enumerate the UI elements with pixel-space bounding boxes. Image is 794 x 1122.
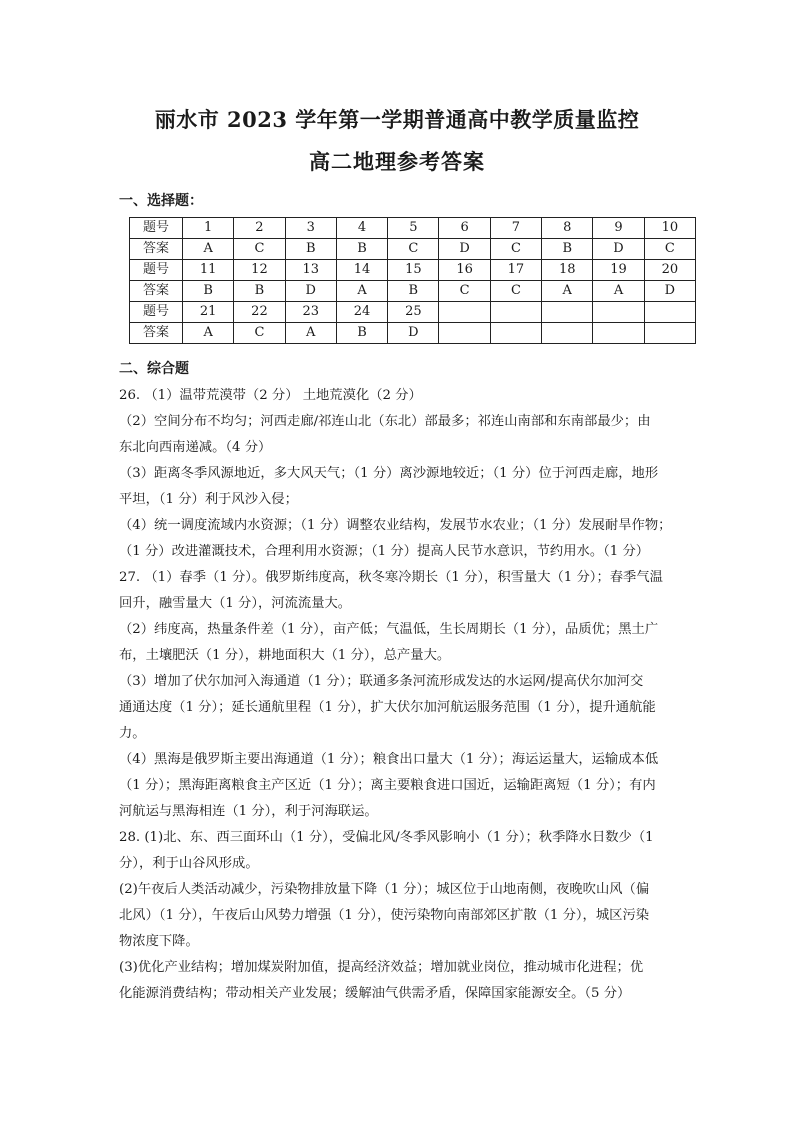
text-line: （4）黑海是俄罗斯主要出海通道（1 分）；粮食出口量大（1 分）；海运运量大，运输成本低 — [119, 752, 659, 767]
text-line: 28. (1)北、东、西三面环山（1 分），受偏北风/冬季风影响小（1 分）；秋季降水日数少（1 — [119, 830, 654, 845]
table-cell: C — [644, 239, 695, 260]
text-line: 河航运与黑海相连（1 分），利于河海联运。 — [119, 804, 378, 819]
table-cell: 24 — [336, 302, 387, 323]
text-line: 物浓度下降。 — [119, 934, 199, 949]
table-cell: 5 — [388, 218, 439, 239]
text-line: 布，土壤肥沃（1 分），耕地面积大（1 分），总产量大。 — [119, 648, 451, 663]
text-line: 分），利于山谷风形成。 — [119, 856, 259, 871]
text-line: （3）距离冬季风源地近，多大风天气；（1 分）离沙源地较近；（1 分）位于河西走廊，地形 — [119, 466, 659, 481]
text-line: 回升，融雪量大（1 分），河流流量大。 — [119, 596, 352, 611]
table-cell: B — [234, 281, 285, 302]
table-cell: B — [336, 323, 387, 344]
text-line: 平坦，（1 分）利于风沙入侵； — [119, 492, 298, 507]
table-cell — [593, 323, 644, 344]
table-cell: A — [336, 281, 387, 302]
table-cell — [439, 302, 490, 323]
table-row — [130, 323, 696, 344]
text-line: (2)午夜后人类活动减少，污染物排放量下降（1 分）；城区位于山地南侧，夜晚吹山风（偏 — [119, 882, 650, 897]
table-cell: B — [542, 239, 593, 260]
text-line: 东北向西南递减。（4 分） — [119, 440, 272, 455]
table-cell: 19 — [593, 260, 644, 281]
table-cell: C — [234, 323, 285, 344]
table-cell: D — [644, 281, 695, 302]
document-subtitle: 高二地理参考答案 — [309, 149, 485, 174]
row-label: 答案 — [130, 323, 183, 344]
table-cell: A — [183, 239, 234, 260]
text-line: （2）空间分布不均匀；河西走廊/祁连山北（东北）部最多；祁连山南部和东南部最少；由 — [119, 414, 651, 429]
table-cell: A — [285, 323, 336, 344]
table-cell — [439, 323, 490, 344]
text-line: （3）增加了伏尔加河入海通道（1 分）；联通多条河流形成发达的水运网/提高伏尔加河交 — [119, 674, 644, 689]
table-cell: A — [542, 281, 593, 302]
section-heading-choice: 一、选择题： — [119, 193, 203, 209]
table-cell: C — [234, 239, 285, 260]
table-cell: C — [388, 239, 439, 260]
text-line: 北风）（1 分），午夜后山风势力增强（1 分），使污染物向南部郊区扩散（1 分），城区污染 — [119, 908, 650, 923]
table-cell: C — [439, 281, 490, 302]
table-cell: 14 — [336, 260, 387, 281]
answer-table — [129, 217, 696, 344]
table-cell: 23 — [285, 302, 336, 323]
table-row — [130, 302, 696, 323]
table-cell: A — [593, 281, 644, 302]
table-row — [130, 239, 696, 260]
document-title: 丽水市 2023 学年第一学期普通高中教学质量监控 — [154, 107, 640, 132]
table-cell: C — [490, 281, 541, 302]
table-cell: B — [183, 281, 234, 302]
text-line: （4）统一调度流域内水资源；（1 分）调整农业结构，发展节水农业；（1 分）发展耐旱作物； — [119, 518, 672, 533]
table-cell — [490, 323, 541, 344]
text-line: （2）纬度高，热量条件差（1 分），亩产低；气温低，生长周期长（1 分），品质优；黑土广 — [119, 622, 659, 637]
row-label: 题号 — [130, 260, 183, 281]
table-cell — [490, 302, 541, 323]
table-cell: B — [285, 239, 336, 260]
table-cell: 3 — [285, 218, 336, 239]
row-label: 题号 — [130, 302, 183, 323]
text-line: (3)优化产业结构；增加煤炭附加值，提高经济效益；增加就业岗位，推动城市化进程；优 — [119, 960, 644, 975]
table-cell: 13 — [285, 260, 336, 281]
table-cell: 6 — [439, 218, 490, 239]
table-cell: B — [336, 239, 387, 260]
table-cell: D — [593, 239, 644, 260]
text-line: 力。 — [119, 726, 146, 741]
table-cell: D — [439, 239, 490, 260]
table-row — [130, 260, 696, 281]
table-cell: D — [285, 281, 336, 302]
text-line: （1 分）；黑海距离粮食主产区近（1 分）；离主要粮食进口国近，运输距离短（1 分）；有内 — [119, 778, 656, 793]
table-cell — [644, 323, 695, 344]
section-heading-comprehensive: 二、综合题 — [119, 361, 189, 377]
table-cell: 16 — [439, 260, 490, 281]
table-cell: 2 — [234, 218, 285, 239]
table-cell: 7 — [490, 218, 541, 239]
table-row — [130, 218, 696, 239]
table-cell: A — [183, 323, 234, 344]
table-cell: 20 — [644, 260, 695, 281]
table-cell: 8 — [542, 218, 593, 239]
table-cell — [542, 302, 593, 323]
table-cell — [644, 302, 695, 323]
text-line: （1 分）改进灌溉技术，合理利用水资源；（1 分）提高人民节水意识，节约用水。（1 分） — [119, 544, 650, 559]
table-cell: 10 — [644, 218, 695, 239]
table-cell: 9 — [593, 218, 644, 239]
table-cell: C — [490, 239, 541, 260]
table-cell: B — [388, 281, 439, 302]
row-label: 题号 — [130, 218, 183, 239]
table-cell: 17 — [490, 260, 541, 281]
table-row — [130, 281, 696, 302]
table-cell: 4 — [336, 218, 387, 239]
table-cell: 1 — [183, 218, 234, 239]
row-label: 答案 — [130, 281, 183, 302]
table-cell: 12 — [234, 260, 285, 281]
table-cell: 21 — [183, 302, 234, 323]
table-cell — [593, 302, 644, 323]
table-cell: 22 — [234, 302, 285, 323]
row-label: 答案 — [130, 239, 183, 260]
text-line: 化能源消费结构；带动相关产业发展；缓解油气供需矛盾，保障国家能源安全。（5 分） — [119, 986, 631, 1001]
table-cell — [542, 323, 593, 344]
table-cell: D — [388, 323, 439, 344]
text-line: 26. （1）温带荒漠带（2 分） 土地荒漠化（2 分） — [119, 388, 422, 403]
text-line: 通通达度（1 分）；延长通航里程（1 分），扩大伏尔加河航运服务范围（1 分），提升通航能 — [119, 700, 656, 715]
table-cell: 18 — [542, 260, 593, 281]
table-cell: 25 — [388, 302, 439, 323]
table-cell: 11 — [183, 260, 234, 281]
answer-text-block — [119, 383, 679, 1007]
table-cell: 15 — [388, 260, 439, 281]
text-line: 27. （1）春季（1 分）。俄罗斯纬度高，秋冬寒冷期长（1 分），积雪量大（1 分）；春季气温 — [119, 570, 663, 585]
